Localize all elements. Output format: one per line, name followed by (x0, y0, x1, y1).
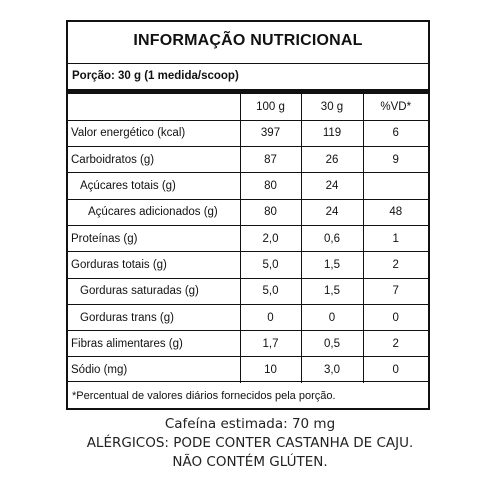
header-vd: %VD* (363, 94, 428, 120)
gluten-statement: NÃO CONTÉM GLÚTEN. (172, 454, 328, 470)
value-vd: 6 (363, 120, 428, 146)
value-30g: 0,6 (301, 225, 363, 251)
table-row (68, 120, 428, 146)
value-100g: 5,0 (240, 252, 301, 278)
value-30g: 119 (301, 120, 363, 146)
header-nutrient (68, 94, 240, 120)
table-row (68, 278, 428, 304)
value-vd: 2 (363, 252, 428, 278)
table-row (68, 331, 428, 357)
footnote: *Percentual de valores diários fornecidos pela porção. (72, 390, 336, 402)
value-vd: 9 (363, 147, 428, 173)
value-vd (363, 173, 428, 199)
table-row (68, 199, 428, 225)
table-row (68, 357, 428, 383)
value-30g: 1,5 (301, 278, 363, 304)
table-header-row (68, 94, 428, 120)
value-30g: 24 (301, 173, 363, 199)
value-30g: 0 (301, 304, 363, 330)
header-30g: 30 g (301, 94, 363, 120)
table-row (68, 225, 428, 251)
nutrient-name: Fibras alimentares (g) (68, 331, 240, 357)
value-vd: 48 (363, 199, 428, 225)
portion-size: Porção: 30 g (1 medida/scoop) (72, 70, 239, 82)
nutrient-name: Açúcares adicionados (g) (68, 199, 240, 225)
value-100g: 10 (240, 357, 301, 383)
nutrient-name: Açúcares totais (g) (68, 173, 240, 199)
value-30g: 1,5 (301, 252, 363, 278)
value-100g: 0 (240, 304, 301, 330)
allergen-warning: ALÉRGICOS: PODE CONTER CASTANHA DE CAJU. (86, 435, 414, 451)
value-vd: 7 (363, 278, 428, 304)
nutrient-name: Carboidratos (g) (68, 147, 240, 173)
title-divider (68, 63, 428, 64)
table-row (68, 147, 428, 173)
value-30g: 0,5 (301, 331, 363, 357)
caffeine-note: Cafeína estimada: 70 mg (164, 416, 336, 432)
value-30g: 24 (301, 199, 363, 225)
value-100g: 2,0 (240, 225, 301, 251)
table-row (68, 252, 428, 278)
nutrient-name: Proteínas (g) (68, 225, 240, 251)
nutrient-name: Valor energético (kcal) (68, 120, 240, 146)
table-row (68, 173, 428, 199)
nutrient-name: Sódio (mg) (68, 357, 240, 383)
nutrition-facts-label (66, 20, 430, 410)
value-vd: 0 (363, 357, 428, 383)
value-100g: 87 (240, 147, 301, 173)
value-100g: 80 (240, 173, 301, 199)
table-row (68, 304, 428, 330)
value-vd: 2 (363, 331, 428, 357)
value-100g: 5,0 (240, 278, 301, 304)
value-vd: 1 (363, 225, 428, 251)
value-30g: 26 (301, 147, 363, 173)
nutrient-name: Gorduras trans (g) (68, 304, 240, 330)
label-title: INFORMAÇÃO NUTRICIONAL (133, 32, 363, 49)
value-30g: 3,0 (301, 357, 363, 383)
value-vd: 0 (363, 304, 428, 330)
value-100g: 80 (240, 199, 301, 225)
nutrition-table (68, 94, 428, 383)
nutrient-name: Gorduras saturadas (g) (68, 278, 240, 304)
footnote-divider (68, 381, 428, 382)
value-100g: 1,7 (240, 331, 301, 357)
value-100g: 397 (240, 120, 301, 146)
nutrient-name: Gorduras totais (g) (68, 252, 240, 278)
header-100g: 100 g (240, 94, 301, 120)
